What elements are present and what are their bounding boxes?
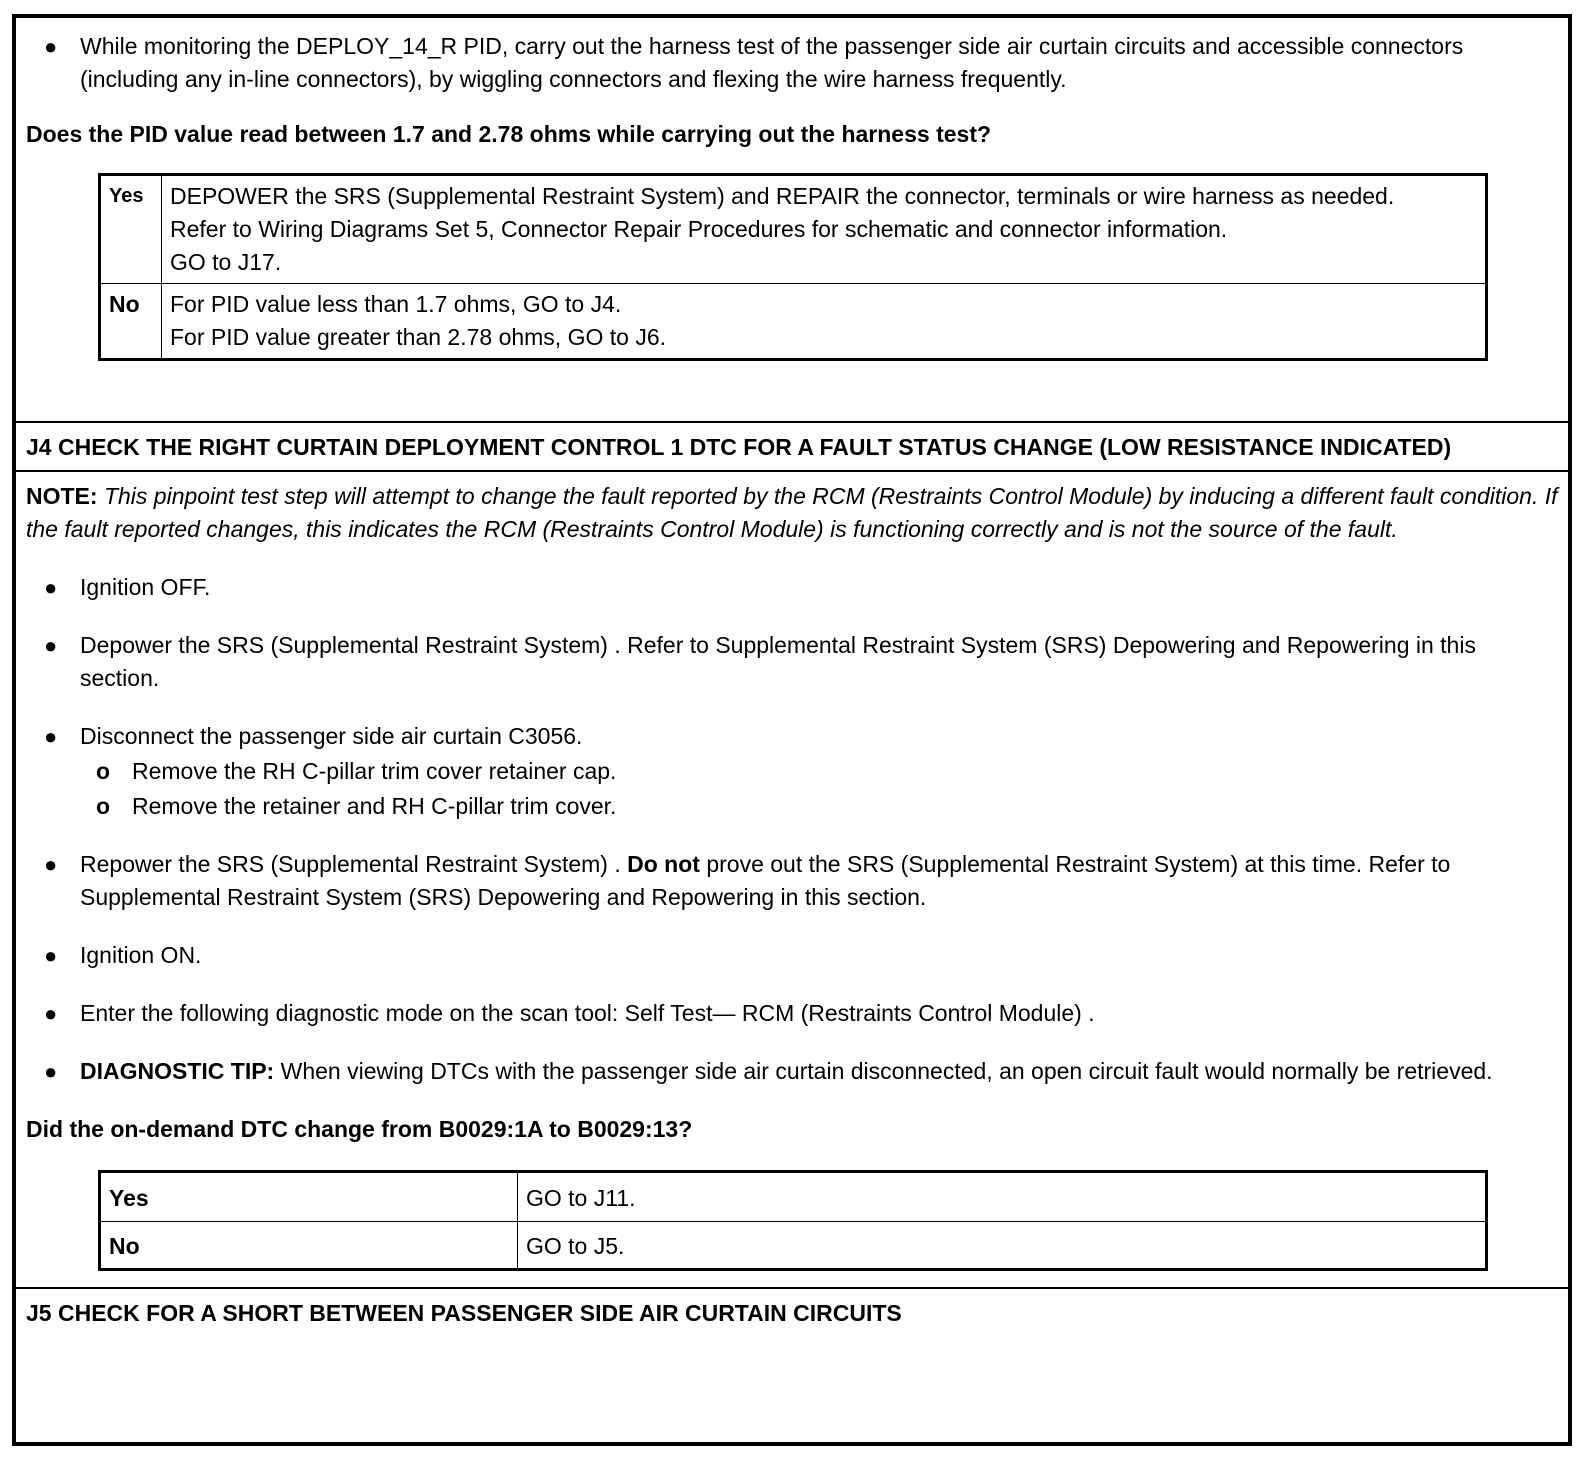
question-text: Did the on-demand DTC change from B0029:1A to B0029:13?	[26, 1116, 693, 1142]
table-row	[100, 284, 1487, 360]
section-heading-j4	[16, 423, 1568, 472]
list-item	[26, 939, 1558, 972]
step-text	[80, 848, 1558, 914]
step-text-emphasis: Do not	[627, 851, 700, 877]
step-text-part: Repower the SRS (Supplemental Restraint System) .	[80, 851, 621, 877]
sub-list-item	[26, 755, 1558, 788]
heading-text: J4 CHECK THE RIGHT CURTAIN DEPLOYMENT CONTROL 1 DTC FOR A FAULT STATUS CHANGE (LOW RESISTANCE INDICATED)	[26, 434, 1452, 460]
step-text	[80, 1055, 1558, 1088]
step-text: While monitoring the DEPLOY_14_R PID, carry out the harness test of the passenger side air curtain circuits and accessible connectors (including any in-line connectors), by wiggling connectors and flexing the wire harness frequently.	[80, 33, 1464, 92]
no-line: For PID value less than 1.7 ohms, GO to J4.	[170, 291, 622, 317]
table-row	[100, 175, 1487, 284]
list-item	[26, 848, 1558, 914]
table-row	[100, 1222, 1487, 1270]
list-item	[26, 720, 1558, 753]
bullet-icon: ●	[44, 1001, 58, 1026]
tip-text: When viewing DTCs with the passenger side air curtain disconnected, an open circuit fault would normally be retrieved.	[280, 1058, 1493, 1084]
bullet-icon: ●	[44, 575, 58, 600]
bullet-icon: ●	[44, 633, 58, 658]
step-text: Depower the SRS (Supplemental Restraint System) . Refer to Supplemental Restraint System (SRS) Depowering and Repowering in this section.	[80, 632, 1476, 691]
no-cell	[162, 284, 1487, 360]
answer-table	[98, 1170, 1488, 1271]
bullet-icon: ●	[44, 852, 58, 877]
step-text: Ignition ON.	[80, 942, 202, 968]
circle-bullet-icon: o	[96, 758, 111, 784]
note-text: This pinpoint test step will attempt to change the fault reported by the RCM (Restraints Control Module) by inducing a different fault condition. If the fault reported changes, this indicates the RCM (Restraints Control Module) is functioning correctly and is not the source of the fault.	[26, 483, 1558, 542]
answer-table	[98, 173, 1488, 361]
no-cell: GO to J5.	[518, 1222, 1487, 1270]
bullet-icon: ●	[44, 943, 58, 968]
note-label: NOTE:	[26, 483, 98, 509]
bullet-icon: ●	[44, 1059, 58, 1084]
sub-list-item	[26, 790, 1558, 823]
section-j4-body	[16, 472, 1568, 1289]
step-text-part: prove out the SRS (Supplemental Restraint System) at this time. Refer to Supplemental Restraint System (SRS) Depowering and Repowering in this section.	[80, 851, 1451, 910]
tip-label: DIAGNOSTIC TIP:	[80, 1058, 275, 1084]
step-text: Enter the following diagnostic mode on the scan tool: Self Test— RCM (Restraints Control Module) .	[80, 1000, 1095, 1026]
list-item	[26, 629, 1558, 695]
yes-line: GO to J17.	[170, 249, 282, 275]
circle-bullet-icon: o	[96, 793, 111, 819]
no-label: No	[100, 1222, 518, 1270]
question-text: Does the PID value read between 1.7 and 2.78 ohms while carrying out the harness test?	[26, 121, 992, 147]
bullet-icon: ●	[44, 724, 58, 749]
bullet-icon: ●	[44, 34, 58, 59]
note	[26, 480, 1558, 546]
table-row	[100, 1172, 1487, 1222]
list-item	[26, 1055, 1558, 1088]
yes-line: Refer to Wiring Diagrams Set 5, Connector Repair Procedures for schematic and connector information.	[170, 216, 1228, 242]
section-heading-j5	[16, 1289, 1568, 1336]
no-line: For PID value greater than 2.78 ohms, GO to J6.	[170, 324, 667, 350]
sub-step-text: Remove the retainer and RH C-pillar trim cover.	[132, 793, 617, 819]
heading-text: J5 CHECK FOR A SHORT BETWEEN PASSENGER SIDE AIR CURTAIN CIRCUITS	[26, 1300, 902, 1326]
step-text: Ignition OFF.	[80, 574, 211, 600]
sub-step-text: Remove the RH C-pillar trim cover retainer cap.	[132, 758, 617, 784]
list-item	[26, 571, 1558, 604]
step-text: Disconnect the passenger side air curtain C3056.	[80, 723, 583, 749]
yes-line: DEPOWER the SRS (Supplemental Restraint System) and REPAIR the connector, terminals or wire harness as needed.	[170, 183, 1395, 209]
no-label: No	[100, 284, 162, 360]
list-item	[26, 997, 1558, 1030]
document-page	[12, 14, 1572, 1446]
yes-label: Yes	[100, 1172, 518, 1222]
list-item	[26, 30, 1558, 96]
yes-label: Yes	[100, 175, 162, 284]
section-harness-test	[16, 18, 1568, 423]
yes-cell	[162, 175, 1487, 284]
yes-cell: GO to J11.	[518, 1172, 1487, 1222]
